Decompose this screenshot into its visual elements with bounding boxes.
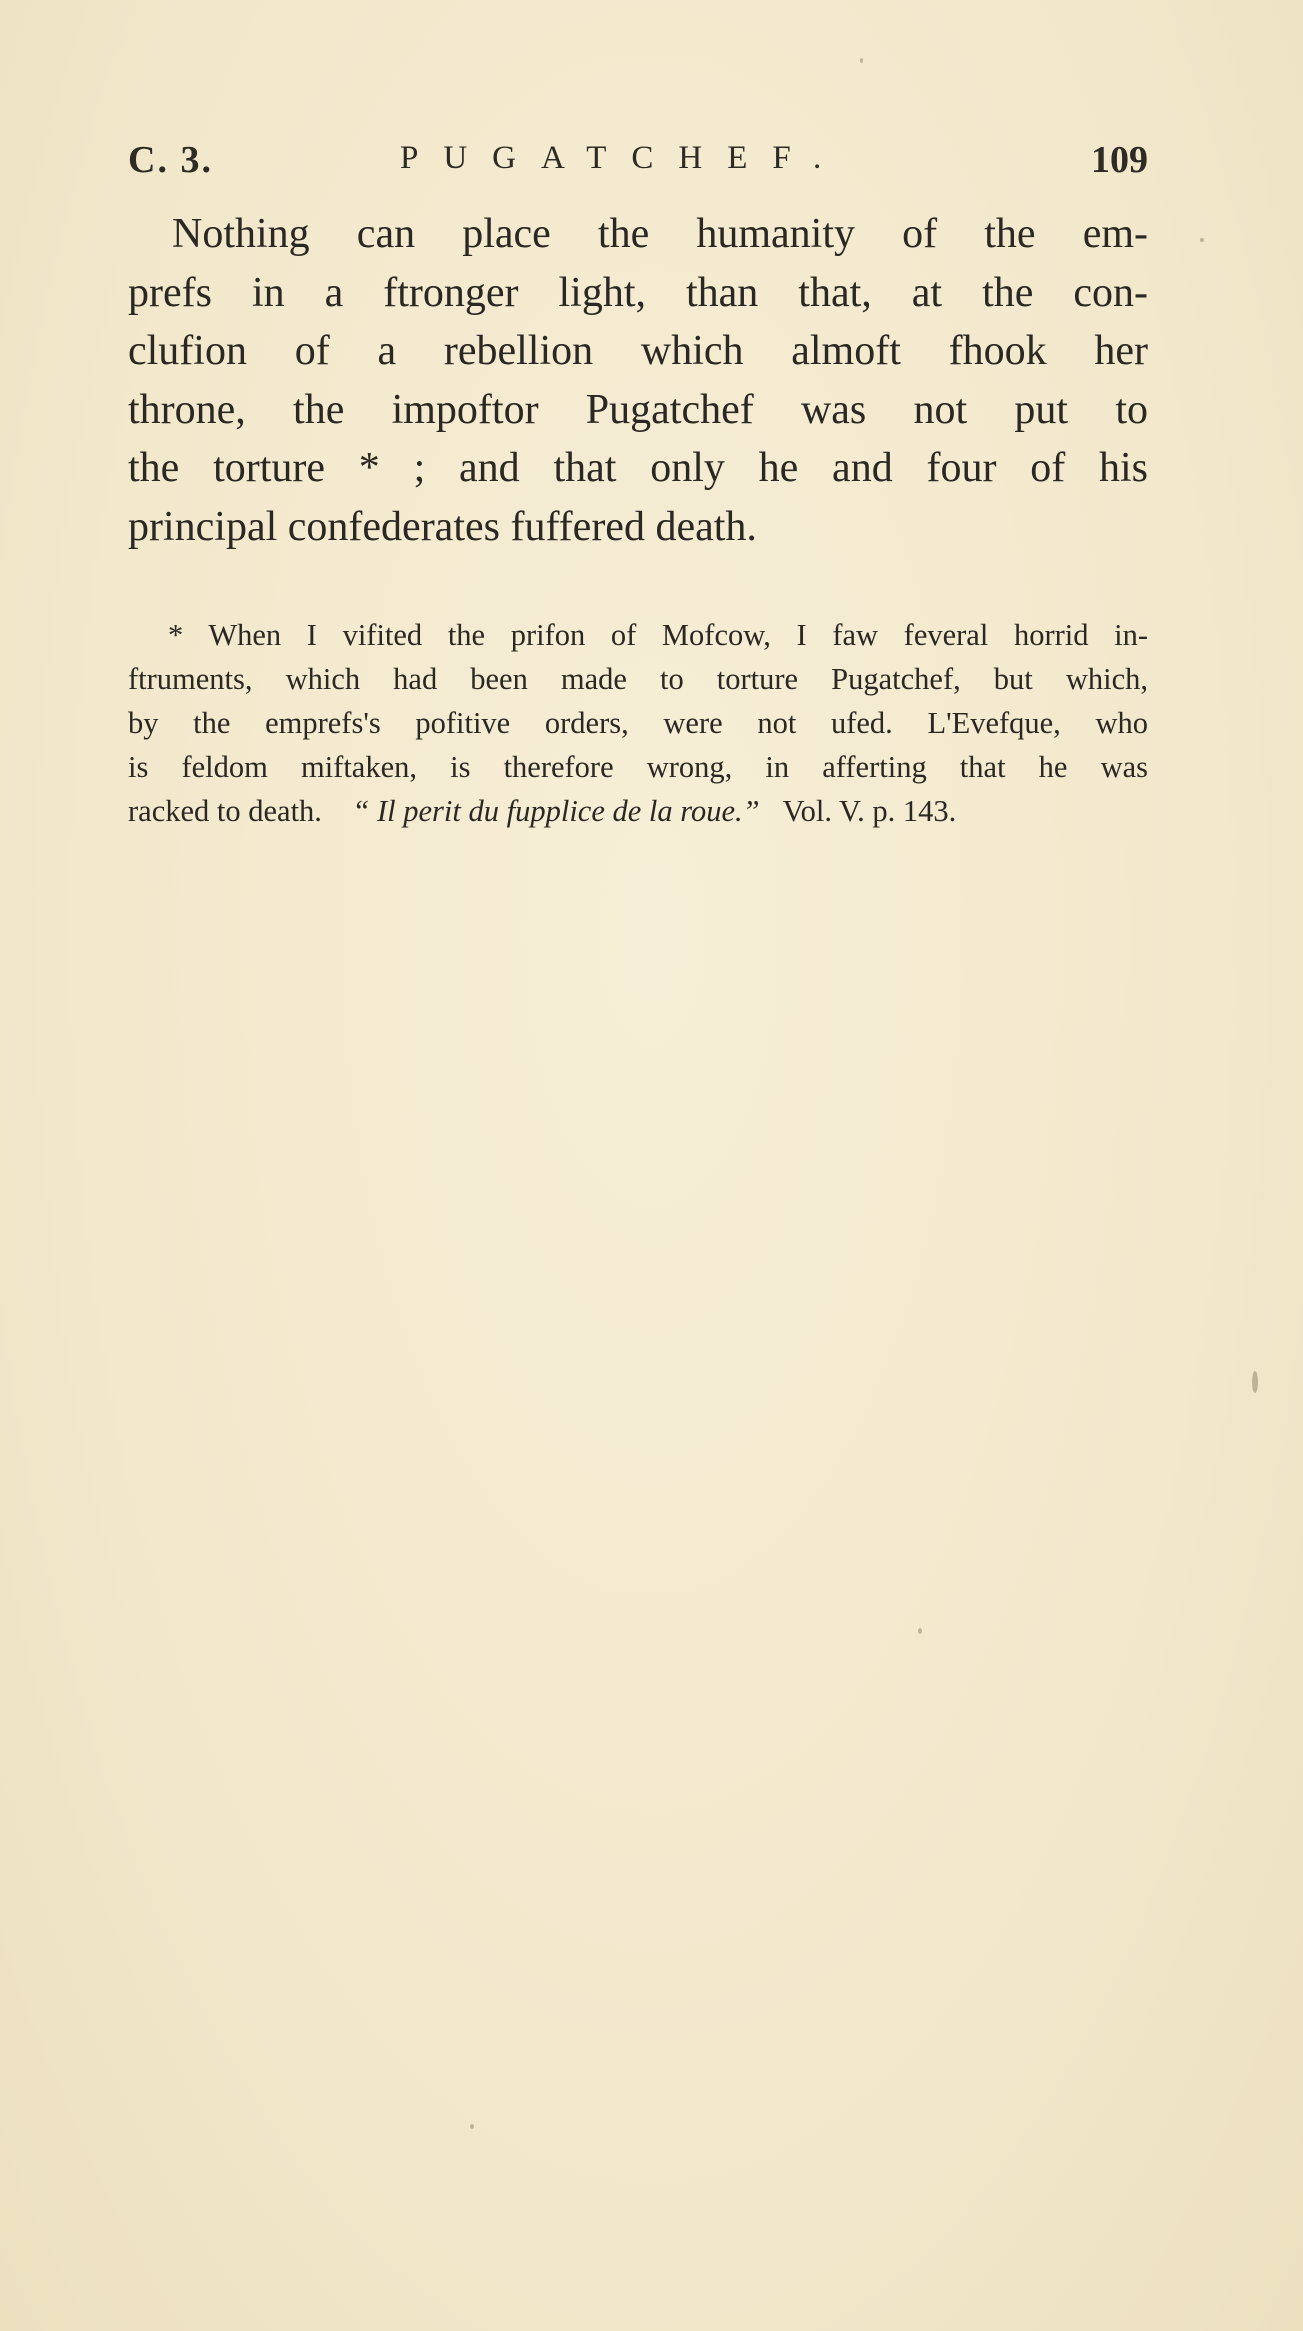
paper-speck (1200, 238, 1204, 242)
body-line: throne, the impoftor Pugatchef was not put to (128, 386, 1148, 433)
body-line: the torture * ; and that only he and four of his (128, 445, 1148, 491)
footnote-line: is feldom miftaken, is therefore wrong, in afferting that he was (128, 750, 1148, 784)
paper-speck (918, 1628, 922, 1634)
paper-speck (860, 58, 863, 63)
footnote-french-quote: “ Il perit du fupplice de la roue.” (352, 794, 760, 828)
footnote-line: by the emprefs's pofitive orders, were not ufed. L'Evefque, who (128, 706, 1148, 740)
body-paragraph (128, 205, 1148, 556)
chapter-marker: C. 3. (128, 139, 213, 181)
running-head (128, 138, 1148, 182)
running-title: PUGATCHEF. (400, 140, 847, 176)
footnote (128, 613, 1148, 833)
footnote-text: racked to death. (128, 794, 322, 828)
footnote-citation: Vol. V. p. 143. (782, 794, 957, 828)
paper-speck (470, 2124, 474, 2129)
footnote-line: ftruments, which had been made to torture Pugatchef, but which, (128, 662, 1148, 696)
page-number: 109 (1091, 139, 1148, 181)
body-line: clufion of a rebellion which almoft fhook her (128, 328, 1148, 374)
body-line: Nothing can place the humanity of the em- (172, 211, 1148, 257)
footnote-line: * When I vifited the prifon of Mofcow, I faw feveral horrid in- (168, 618, 1148, 652)
body-line: principal confederates fuffered death. (128, 503, 757, 550)
body-line: prefs in a ftronger light, than that, at the con- (128, 269, 1148, 316)
footnote-last-line (128, 789, 1148, 833)
paper-speck (1252, 1371, 1258, 1393)
